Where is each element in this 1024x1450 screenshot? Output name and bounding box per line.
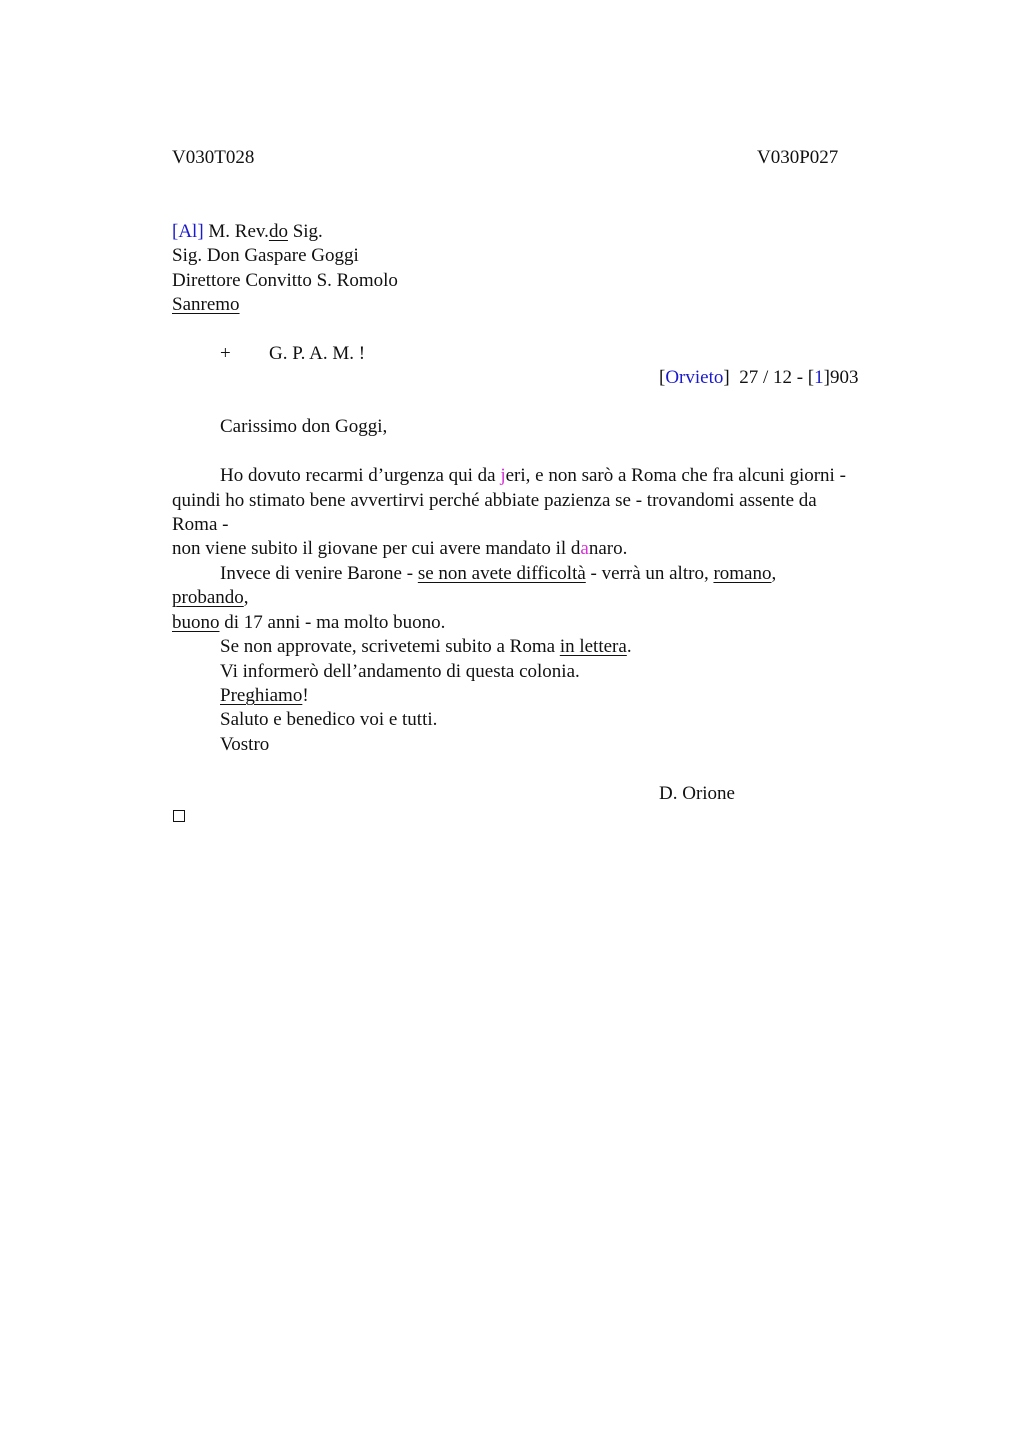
address-line-2: Sig. Don Gaspare Goggi: [172, 245, 359, 266]
body-line-9: Vi informerò dell’andamento di questa colonia.: [220, 661, 580, 682]
invocation-text: G. P. A. M. !: [269, 343, 366, 364]
underlined-text: probando: [172, 587, 244, 608]
closing: Vostro: [220, 734, 270, 755]
signature: D. Orione: [659, 783, 735, 804]
dateline-place: Orvieto: [665, 367, 724, 388]
archive-code-left: V030T028: [172, 147, 255, 168]
salutation: Carissimo don Goggi,: [220, 416, 388, 437]
body-text: non viene subito il giovane per cui avere mandato il d: [172, 538, 581, 559]
dateline-bracket-open: [: [659, 367, 666, 388]
body-text: - verrà un altro,: [585, 563, 714, 584]
bracket-open: [: [172, 221, 179, 242]
body-text: ,: [771, 563, 777, 584]
archive-code-right: V030P027: [757, 147, 839, 168]
body-line-10: [220, 684, 309, 708]
underlined-text: romano: [713, 563, 772, 584]
address-line-1-tail: Sig.: [287, 221, 323, 242]
underlined-text: se non avete difficoltà: [417, 563, 586, 584]
underlined-text: Preghiamo: [220, 685, 303, 706]
address-city: Sanremo: [172, 294, 240, 315]
address-line-1-text: M. Rev.: [203, 221, 269, 242]
body-text: Invece di venire Barone -: [220, 563, 418, 584]
body-line-1: [220, 464, 846, 488]
body-text: !: [302, 685, 309, 706]
body-text: Ho dovuto recarmi d’urgenza qui da: [220, 465, 501, 486]
cross-symbol: +: [220, 343, 231, 364]
underlined-text: buono: [172, 612, 220, 633]
address-line-3: Direttore Convitto S. Romolo: [172, 270, 398, 291]
body-line-2: quindi ho stimato bene avvertirvi perché abbiate pazienza se - trovandomi assente da: [172, 490, 817, 511]
underlined-text: in lettera: [559, 636, 627, 657]
body-text: ,: [243, 587, 249, 608]
body-line-4: [172, 537, 627, 561]
body-text: .: [626, 636, 632, 657]
body-line-8: [220, 635, 632, 659]
correction-a: a: [580, 538, 589, 559]
body-line-6: [172, 586, 249, 610]
body-line-7: [172, 611, 445, 635]
correction-j: j: [500, 465, 506, 486]
editorial-insert-al: Al: [178, 221, 198, 242]
body-line-11: Saluto e benedico voi e tutti.: [220, 709, 438, 730]
end-square-marker: [173, 810, 185, 822]
dateline-date: 27 / 12 - [: [729, 367, 815, 388]
body-text: di 17 anni - ma molto buono.: [219, 612, 446, 633]
dateline-bracket-close: ]: [723, 367, 730, 388]
dateline-year-insert: 1: [814, 367, 824, 388]
body-line-5: [220, 562, 776, 586]
bracket-close: ]: [197, 221, 204, 242]
body-text: naro.: [588, 538, 628, 559]
address-superscript-do: do: [268, 221, 288, 242]
body-text: Se non approvate, scrivetemi subito a Roma: [220, 636, 560, 657]
dateline-year-rest: ]903: [823, 367, 859, 388]
address-line-1: [172, 220, 323, 244]
dateline: [659, 366, 858, 390]
body-text: eri, e non sarò a Roma che fra alcuni giorni -: [505, 465, 846, 486]
body-line-3: Roma -: [172, 514, 229, 535]
